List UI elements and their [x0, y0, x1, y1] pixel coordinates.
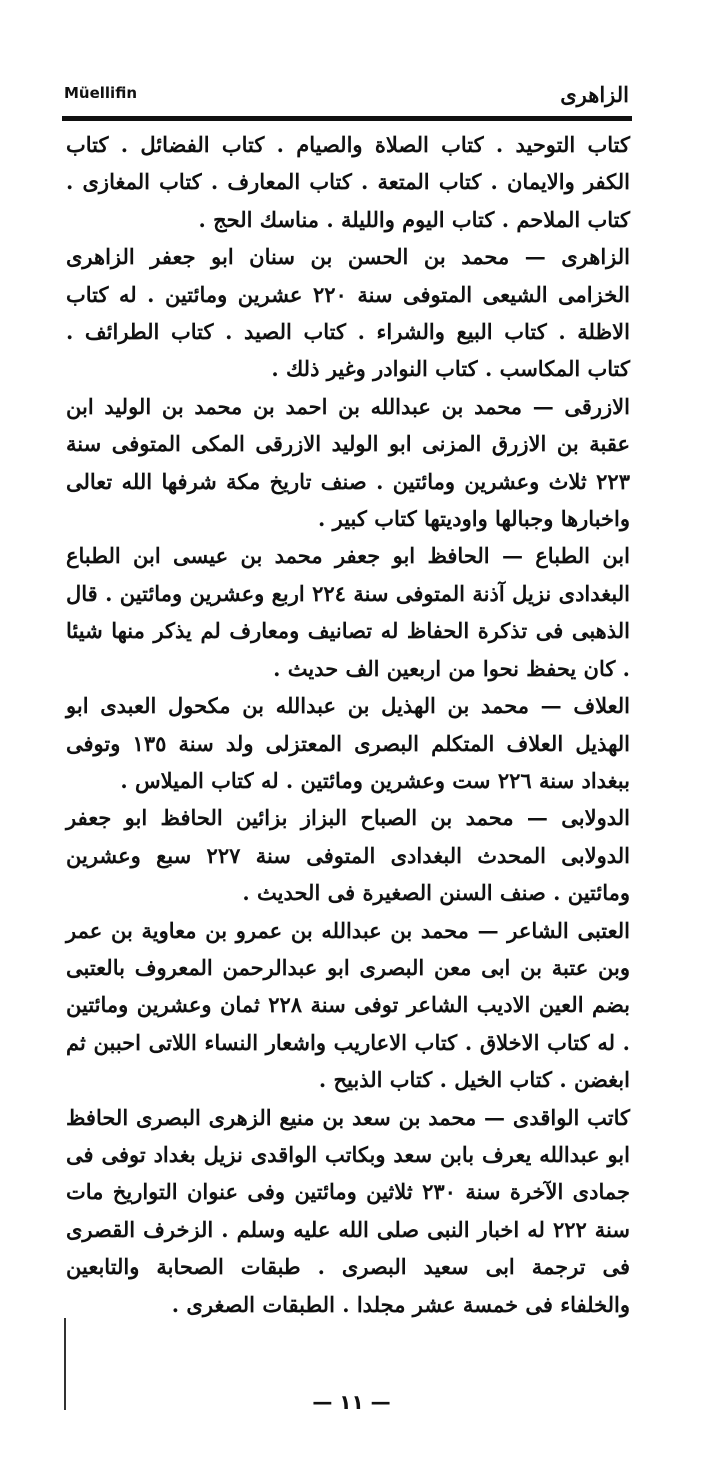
entry-paragraph: كاتب الواقدى — محمد بن سعد بن منيع الزهرى البصرى الحافظ ابو عبدالله يعرف بابن سعد وبكاتب الواقدى نزيل بغداد توفى فى جمادى الآخرة سنة ٢٣٠ ثلاثين ومائتين وفى عنوان التواريخ مات سنة ٢٢٢ له اخبار النبى صلى الله عليه وسلم . الزخرف القصرى فى ترجمة ابى سعيد البصرى . طبقات الصحابة والتابعين والخلفاء فى خمسة عشر مجلدا . الطبقات الصغرى .: [66, 1104, 630, 1317]
page-number: — ١١ —: [312, 1390, 391, 1414]
entry-paragraph: كتاب التوحيد . كتاب الصلاة والصيام . كتاب الفضائل . كتاب الكفر والايمان . كتاب المتعة . كتاب المعارف . كتاب المغازى . كتاب الملاحم . كتاب اليوم والليلة . مناسك الحج .: [66, 132, 630, 232]
running-title: الزاهرى: [560, 82, 629, 107]
running-title-latin: Müellifin: [64, 84, 138, 102]
entry-paragraph: الازرقى — محمد بن عبدالله بن احمد بن محمد بن الوليد ابن عقبة بن الازرق المزنى ابو الوليد الازرقى المكى المتوفى سنة ٢٢٣ ثلاث وعشرين ومائتين . صنف تاريخ مكة شرفها الله تعالى واخبارها وجبالها واوديتها كتاب كبير .: [66, 393, 630, 532]
entry-paragraph: العلاف — محمد بن الهذيل بن عبدالله بن مكحول العبدى ابو الهذيل العلاف المتكلم البصرى المعتزلى ولد سنة ١٣٥ وتوفى ببغداد سنة ٢٢٦ ست وعشرين ومائتين . له كتاب الميلاس .: [66, 693, 631, 793]
header-rule: [62, 116, 632, 121]
entry-paragraph: ابن الطباع — الحافظ ابو جعفر محمد بن عيسى ابن الطباع البغدادى نزيل آذنة المتوفى سنة ٢٢٤ اربع وعشرين ومائتين . قال الذهبى فى تذكرة الحفاظ له تصانيف ومعارف لم يذكر منها شيئا . كان يحفظ نحوا من اربعين الف حديث .: [66, 543, 630, 681]
entry-paragraph: الدولابى — محمد بن الصباح البزاز بزائين الحافظ ابو جعفر الدولابى المحدث البغدادى المتوفى سنة ٢٢٧ سبع وعشرين ومائتين . صنف السنن الصغيرة فى الحديث .: [66, 805, 630, 906]
page-header: [64, 82, 629, 112]
page-body: [66, 126, 630, 1323]
entry-paragraph: العتبى الشاعر — محمد بن عبدالله بن عمرو بن معاوية بن عمر وبن عتبة بن ابى معن البصرى ابو عبدالرحمن المعروف بالعتبى بضم العين الاديب الشاعر توفى سنة ٢٢٨ ثمان وعشرين ومائتين . له كتاب الاخلاق . كتاب الاعاريب واشعار النساء اللاتى احببن ثم ابغضن . كتاب الخيل . كتاب الذبيح .: [66, 917, 630, 1093]
entry-paragraph: الزاهرى — محمد بن الحسن بن سنان ابو جعفر الزاهرى الخزامى الشيعى المتوفى سنة ٢٢٠ عشرين ومائتين . له كتاب الاظلة . كتاب البيع والشراء . كتاب الصيد . كتاب الطرائف . كتاب المكاسب . كتاب النوادر وغير ذلك .: [66, 244, 631, 382]
